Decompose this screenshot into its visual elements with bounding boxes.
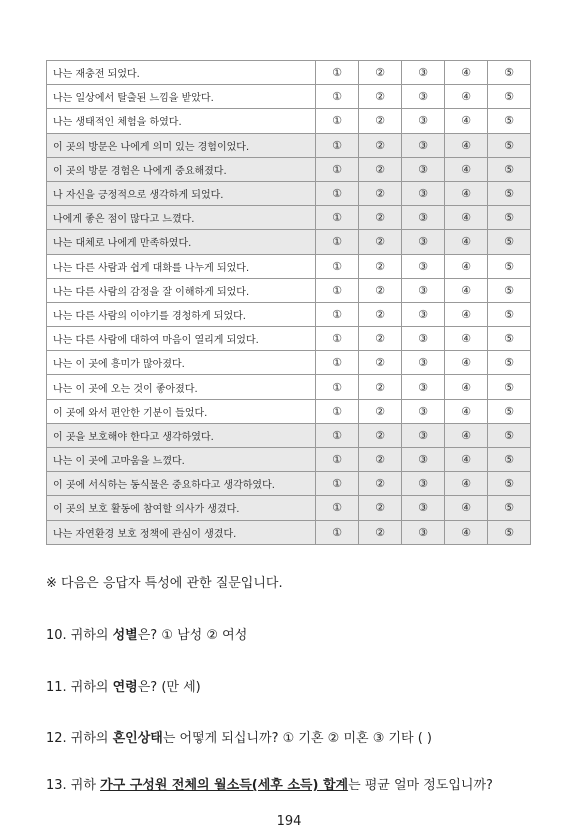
survey-question: 나에게 좋은 점이 많다고 느꼈다. xyxy=(47,206,316,230)
likert-option-1[interactable]: ① xyxy=(316,206,359,230)
likert-option-4[interactable]: ④ xyxy=(445,327,488,351)
likert-option-5[interactable]: ⑤ xyxy=(488,496,531,520)
respondent-section-note: ※ 다음은 응답자 특성에 관한 질문입니다. xyxy=(46,576,283,591)
likert-option-1[interactable]: ① xyxy=(316,375,359,399)
likert-option-5[interactable]: ⑤ xyxy=(488,423,531,447)
survey-question: 나는 자연환경 보호 정책에 관심이 생겼다. xyxy=(47,520,316,544)
likert-option-4[interactable]: ④ xyxy=(445,109,488,133)
q13-prefix: 13. 귀하 xyxy=(46,778,101,793)
likert-option-2[interactable]: ② xyxy=(359,448,402,472)
survey-question: 나는 대체로 나에게 만족하였다. xyxy=(47,230,316,254)
likert-option-1[interactable]: ① xyxy=(316,327,359,351)
likert-option-1[interactable]: ① xyxy=(316,133,359,157)
survey-row xyxy=(47,254,531,278)
likert-option-3[interactable]: ③ xyxy=(402,157,445,181)
likert-option-2[interactable]: ② xyxy=(359,61,402,85)
likert-option-2[interactable]: ② xyxy=(359,520,402,544)
survey-question: 나는 생태적인 체험을 하였다. xyxy=(47,109,316,133)
likert-option-1[interactable]: ① xyxy=(316,61,359,85)
survey-row xyxy=(47,230,531,254)
likert-option-4[interactable]: ④ xyxy=(445,520,488,544)
likert-option-4[interactable]: ④ xyxy=(445,181,488,205)
question-11-age xyxy=(46,676,201,695)
likert-option-2[interactable]: ② xyxy=(359,351,402,375)
likert-option-1[interactable]: ① xyxy=(316,181,359,205)
likert-option-3[interactable]: ③ xyxy=(402,230,445,254)
q11-keyword: 연령 xyxy=(112,680,138,695)
likert-option-3[interactable]: ③ xyxy=(402,327,445,351)
likert-option-1[interactable]: ① xyxy=(316,351,359,375)
survey-row xyxy=(47,278,531,302)
likert-option-5[interactable]: ⑤ xyxy=(488,254,531,278)
likert-option-3[interactable]: ③ xyxy=(402,181,445,205)
q10-keyword: 성별 xyxy=(112,628,138,643)
question-12-marital-status xyxy=(46,727,432,746)
survey-row xyxy=(47,399,531,423)
likert-option-5[interactable]: ⑤ xyxy=(488,520,531,544)
likert-option-1[interactable]: ① xyxy=(316,302,359,326)
likert-option-4[interactable]: ④ xyxy=(445,448,488,472)
likert-option-3[interactable]: ③ xyxy=(402,520,445,544)
likert-option-5[interactable]: ⑤ xyxy=(488,351,531,375)
likert-option-3[interactable]: ③ xyxy=(402,61,445,85)
likert-option-1[interactable]: ① xyxy=(316,109,359,133)
likert-option-3[interactable]: ③ xyxy=(402,472,445,496)
likert-option-2[interactable]: ② xyxy=(359,399,402,423)
survey-question: 나는 다른 사람의 감정을 잘 이해하게 되었다. xyxy=(47,278,316,302)
survey-row xyxy=(47,133,531,157)
q12-prefix: 12. 귀하의 xyxy=(46,731,113,746)
likert-option-2[interactable]: ② xyxy=(359,133,402,157)
likert-option-5[interactable]: ⑤ xyxy=(488,61,531,85)
likert-option-2[interactable]: ② xyxy=(359,496,402,520)
likert-option-5[interactable]: ⑤ xyxy=(488,206,531,230)
survey-question: 나는 다른 사람과 쉽게 대화를 나누게 되었다. xyxy=(47,254,316,278)
question-10-gender xyxy=(46,624,247,643)
survey-question: 나는 다른 사람의 이야기를 경청하게 되었다. xyxy=(47,302,316,326)
likert-option-4[interactable]: ④ xyxy=(445,472,488,496)
likert-option-2[interactable]: ② xyxy=(359,278,402,302)
likert-option-3[interactable]: ③ xyxy=(402,399,445,423)
survey-row xyxy=(47,423,531,447)
survey-question: 이 곳의 방문은 나에게 의미 있는 경험이었다. xyxy=(47,133,316,157)
likert-option-1[interactable]: ① xyxy=(316,448,359,472)
survey-question: 이 곳을 보호해야 한다고 생각하였다. xyxy=(47,423,316,447)
likert-option-4[interactable]: ④ xyxy=(445,206,488,230)
page-number: 194 xyxy=(276,814,302,829)
likert-option-3[interactable]: ③ xyxy=(402,375,445,399)
likert-option-2[interactable]: ② xyxy=(359,109,402,133)
likert-option-2[interactable]: ② xyxy=(359,327,402,351)
likert-option-5[interactable]: ⑤ xyxy=(488,448,531,472)
survey-row xyxy=(47,375,531,399)
likert-option-4[interactable]: ④ xyxy=(445,61,488,85)
likert-option-2[interactable]: ② xyxy=(359,423,402,447)
likert-option-4[interactable]: ④ xyxy=(445,496,488,520)
likert-option-3[interactable]: ③ xyxy=(402,206,445,230)
likert-option-4[interactable]: ④ xyxy=(445,351,488,375)
likert-option-3[interactable]: ③ xyxy=(402,351,445,375)
likert-option-1[interactable]: ① xyxy=(316,230,359,254)
likert-option-1[interactable]: ① xyxy=(316,496,359,520)
survey-question: 나는 다른 사람에 대하여 마음이 열리게 되었다. xyxy=(47,327,316,351)
likert-option-3[interactable]: ③ xyxy=(402,254,445,278)
likert-option-4[interactable]: ④ xyxy=(445,423,488,447)
likert-option-2[interactable]: ② xyxy=(359,85,402,109)
survey-row xyxy=(47,181,531,205)
likert-option-1[interactable]: ① xyxy=(316,85,359,109)
likert-option-4[interactable]: ④ xyxy=(445,302,488,326)
likert-option-3[interactable]: ③ xyxy=(402,496,445,520)
likert-option-2[interactable]: ② xyxy=(359,472,402,496)
survey-body xyxy=(47,61,531,545)
q10-prefix: 10. 귀하의 xyxy=(46,628,113,643)
likert-option-5[interactable]: ⑤ xyxy=(488,133,531,157)
likert-option-1[interactable]: ① xyxy=(316,399,359,423)
survey-question: 나는 이 곳에 오는 것이 좋아졌다. xyxy=(47,375,316,399)
likert-option-1[interactable]: ① xyxy=(316,157,359,181)
likert-option-4[interactable]: ④ xyxy=(445,375,488,399)
survey-row xyxy=(47,496,531,520)
likert-option-3[interactable]: ③ xyxy=(402,278,445,302)
likert-option-3[interactable]: ③ xyxy=(402,109,445,133)
likert-option-3[interactable]: ③ xyxy=(402,133,445,157)
likert-option-2[interactable]: ② xyxy=(359,206,402,230)
question-13-household-income xyxy=(46,774,493,793)
q12-keyword: 혼인상태 xyxy=(112,731,163,746)
survey-question: 이 곳의 방문 경험은 나에게 중요해졌다. xyxy=(47,157,316,181)
likert-option-5[interactable]: ⑤ xyxy=(488,472,531,496)
likert-option-4[interactable]: ④ xyxy=(445,230,488,254)
likert-option-5[interactable]: ⑤ xyxy=(488,327,531,351)
survey-row xyxy=(47,157,531,181)
survey-row xyxy=(47,448,531,472)
likert-option-1[interactable]: ① xyxy=(316,278,359,302)
survey-question: 나 자신을 긍정적으로 생각하게 되었다. xyxy=(47,181,316,205)
survey-question: 나는 이 곳에 고마움을 느꼈다. xyxy=(47,448,316,472)
survey-question: 나는 일상에서 탈출된 느낌을 받았다. xyxy=(47,85,316,109)
likert-option-3[interactable]: ③ xyxy=(402,85,445,109)
survey-question: 이 곳에 와서 편안한 기분이 들었다. xyxy=(47,399,316,423)
likert-option-4[interactable]: ④ xyxy=(445,399,488,423)
q11-suffix: 은? (만 세) xyxy=(137,680,201,695)
likert-option-4[interactable]: ④ xyxy=(445,157,488,181)
survey-question: 나는 이 곳에 흥미가 많아졌다. xyxy=(47,351,316,375)
survey-table xyxy=(46,60,531,545)
likert-option-4[interactable]: ④ xyxy=(445,133,488,157)
q13-keyword: 가구 구성원 전체의 월소득(세후 소득) 합계 xyxy=(100,778,349,793)
likert-option-2[interactable]: ② xyxy=(359,230,402,254)
likert-option-3[interactable]: ③ xyxy=(402,423,445,447)
likert-option-1[interactable]: ① xyxy=(316,472,359,496)
q10-suffix: 은? ① 남성 ② 여성 xyxy=(137,628,248,643)
survey-row xyxy=(47,472,531,496)
q12-suffix: 는 어떻게 되십니까? ① 기혼 ② 미혼 ③ 기타 ( ) xyxy=(162,731,433,746)
likert-option-5[interactable]: ⑤ xyxy=(488,399,531,423)
survey-question: 나는 재충전 되었다. xyxy=(47,61,316,85)
likert-option-4[interactable]: ④ xyxy=(445,85,488,109)
survey-row xyxy=(47,351,531,375)
survey-row xyxy=(47,327,531,351)
likert-option-1[interactable]: ① xyxy=(316,520,359,544)
likert-option-2[interactable]: ② xyxy=(359,157,402,181)
survey-row xyxy=(47,109,531,133)
likert-option-5[interactable]: ⑤ xyxy=(488,278,531,302)
q13-suffix: 는 평균 얼마 정도입니까? xyxy=(348,778,493,793)
likert-option-4[interactable]: ④ xyxy=(445,254,488,278)
likert-option-5[interactable]: ⑤ xyxy=(488,109,531,133)
likert-option-5[interactable]: ⑤ xyxy=(488,375,531,399)
survey-question: 이 곳에 서식하는 동식물은 중요하다고 생각하였다. xyxy=(47,472,316,496)
likert-option-2[interactable]: ② xyxy=(359,181,402,205)
survey-row xyxy=(47,520,531,544)
likert-option-2[interactable]: ② xyxy=(359,375,402,399)
survey-row xyxy=(47,85,531,109)
likert-option-3[interactable]: ③ xyxy=(402,302,445,326)
likert-option-3[interactable]: ③ xyxy=(402,448,445,472)
survey-row xyxy=(47,206,531,230)
likert-option-4[interactable]: ④ xyxy=(445,278,488,302)
survey-question: 이 곳의 보호 활동에 참여할 의사가 생겼다. xyxy=(47,496,316,520)
q11-prefix: 11. 귀하의 xyxy=(46,680,113,695)
likert-option-5[interactable]: ⑤ xyxy=(488,85,531,109)
likert-option-2[interactable]: ② xyxy=(359,302,402,326)
survey-row xyxy=(47,302,531,326)
likert-option-1[interactable]: ① xyxy=(316,423,359,447)
likert-option-5[interactable]: ⑤ xyxy=(488,181,531,205)
survey-row xyxy=(47,61,531,85)
likert-option-2[interactable]: ② xyxy=(359,254,402,278)
likert-option-5[interactable]: ⑤ xyxy=(488,230,531,254)
likert-option-1[interactable]: ① xyxy=(316,254,359,278)
likert-option-5[interactable]: ⑤ xyxy=(488,157,531,181)
likert-option-5[interactable]: ⑤ xyxy=(488,302,531,326)
